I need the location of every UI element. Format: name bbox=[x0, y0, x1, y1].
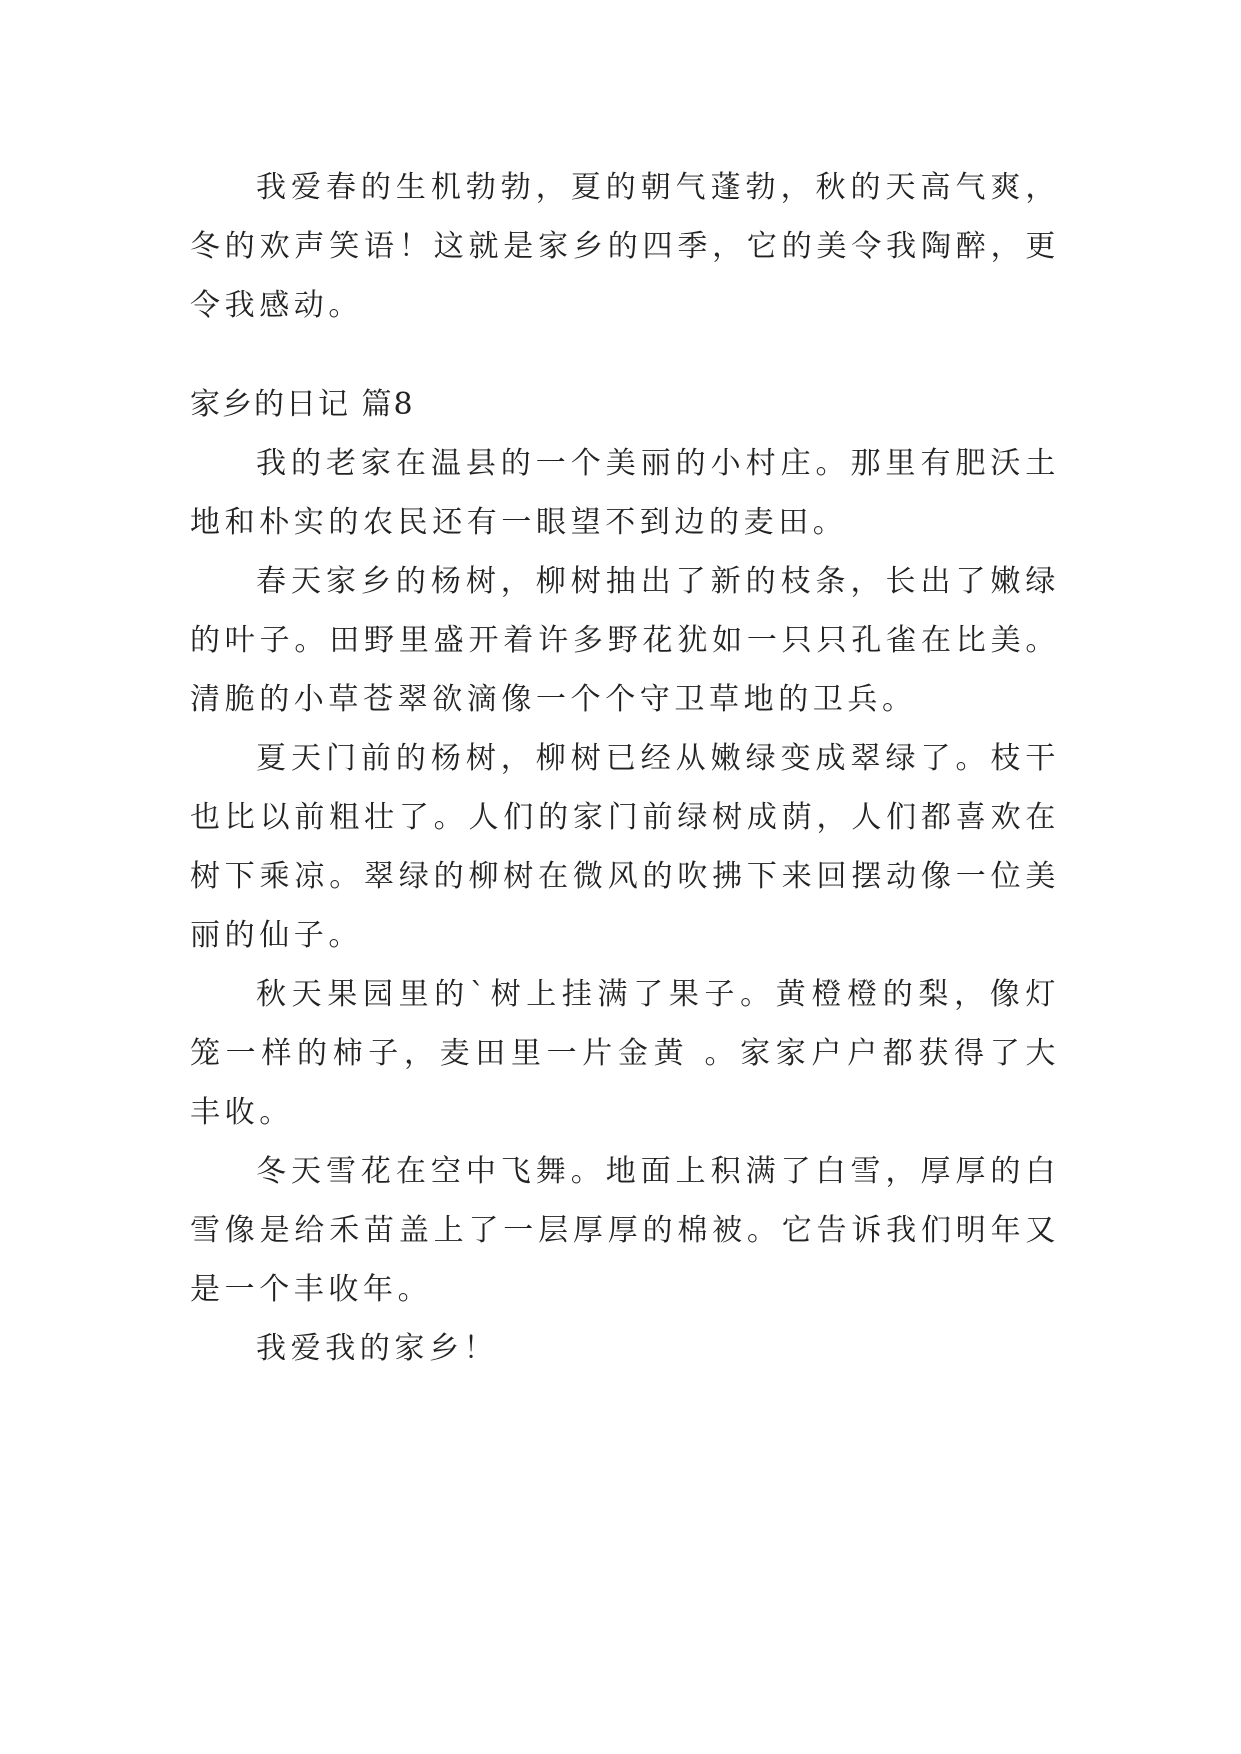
paragraph-spring: 春天家乡的杨树，柳树抽出了新的枝条，长出了嫩绿的叶子。田野里盛开着许多野花犹如一只只孔雀在比美。清脆的小草苍翠欲滴像一个个守卫草地的卫兵。 bbox=[190, 564, 1060, 717]
paragraph-hometown: 我的老家在温县的一个美丽的小村庄。那里有肥沃土地和朴实的农民还有一眼望不到边的麦田。 bbox=[190, 446, 1060, 540]
paragraph-summer: 夏天门前的杨树，柳树已经从嫩绿变成翠绿了。枝干也比以前粗壮了。人们的家门前绿树成荫，人们都喜欢在树下乘凉。翠绿的柳树在微风的吹拂下来回摆动像一位美丽的仙子。 bbox=[190, 741, 1060, 953]
document-body bbox=[190, 158, 1060, 1378]
paragraph-closing: 我爱我的家乡！ bbox=[256, 1331, 499, 1366]
paragraph-autumn: 秋天果园里的`树上挂满了果子。黄橙橙的梨，像灯笼一样的柿子，麦田里一片金黄 。家家户户都获得了大丰收。 bbox=[190, 977, 1060, 1130]
intro-paragraph: 我爱春的生机勃勃，夏的朝气蓬勃，秋的天高气爽，冬的欢声笑语！这就是家乡的四季，它的美令我陶醉，更令我感动。 bbox=[190, 170, 1060, 323]
paragraph-winter: 冬天雪花在空中飞舞。地面上积满了白雪，厚厚的白雪像是给禾苗盖上了一层厚厚的棉被。它告诉我们明年又是一个丰收年。 bbox=[190, 1154, 1060, 1307]
section-title: 家乡的日记 篇8 bbox=[190, 387, 415, 422]
